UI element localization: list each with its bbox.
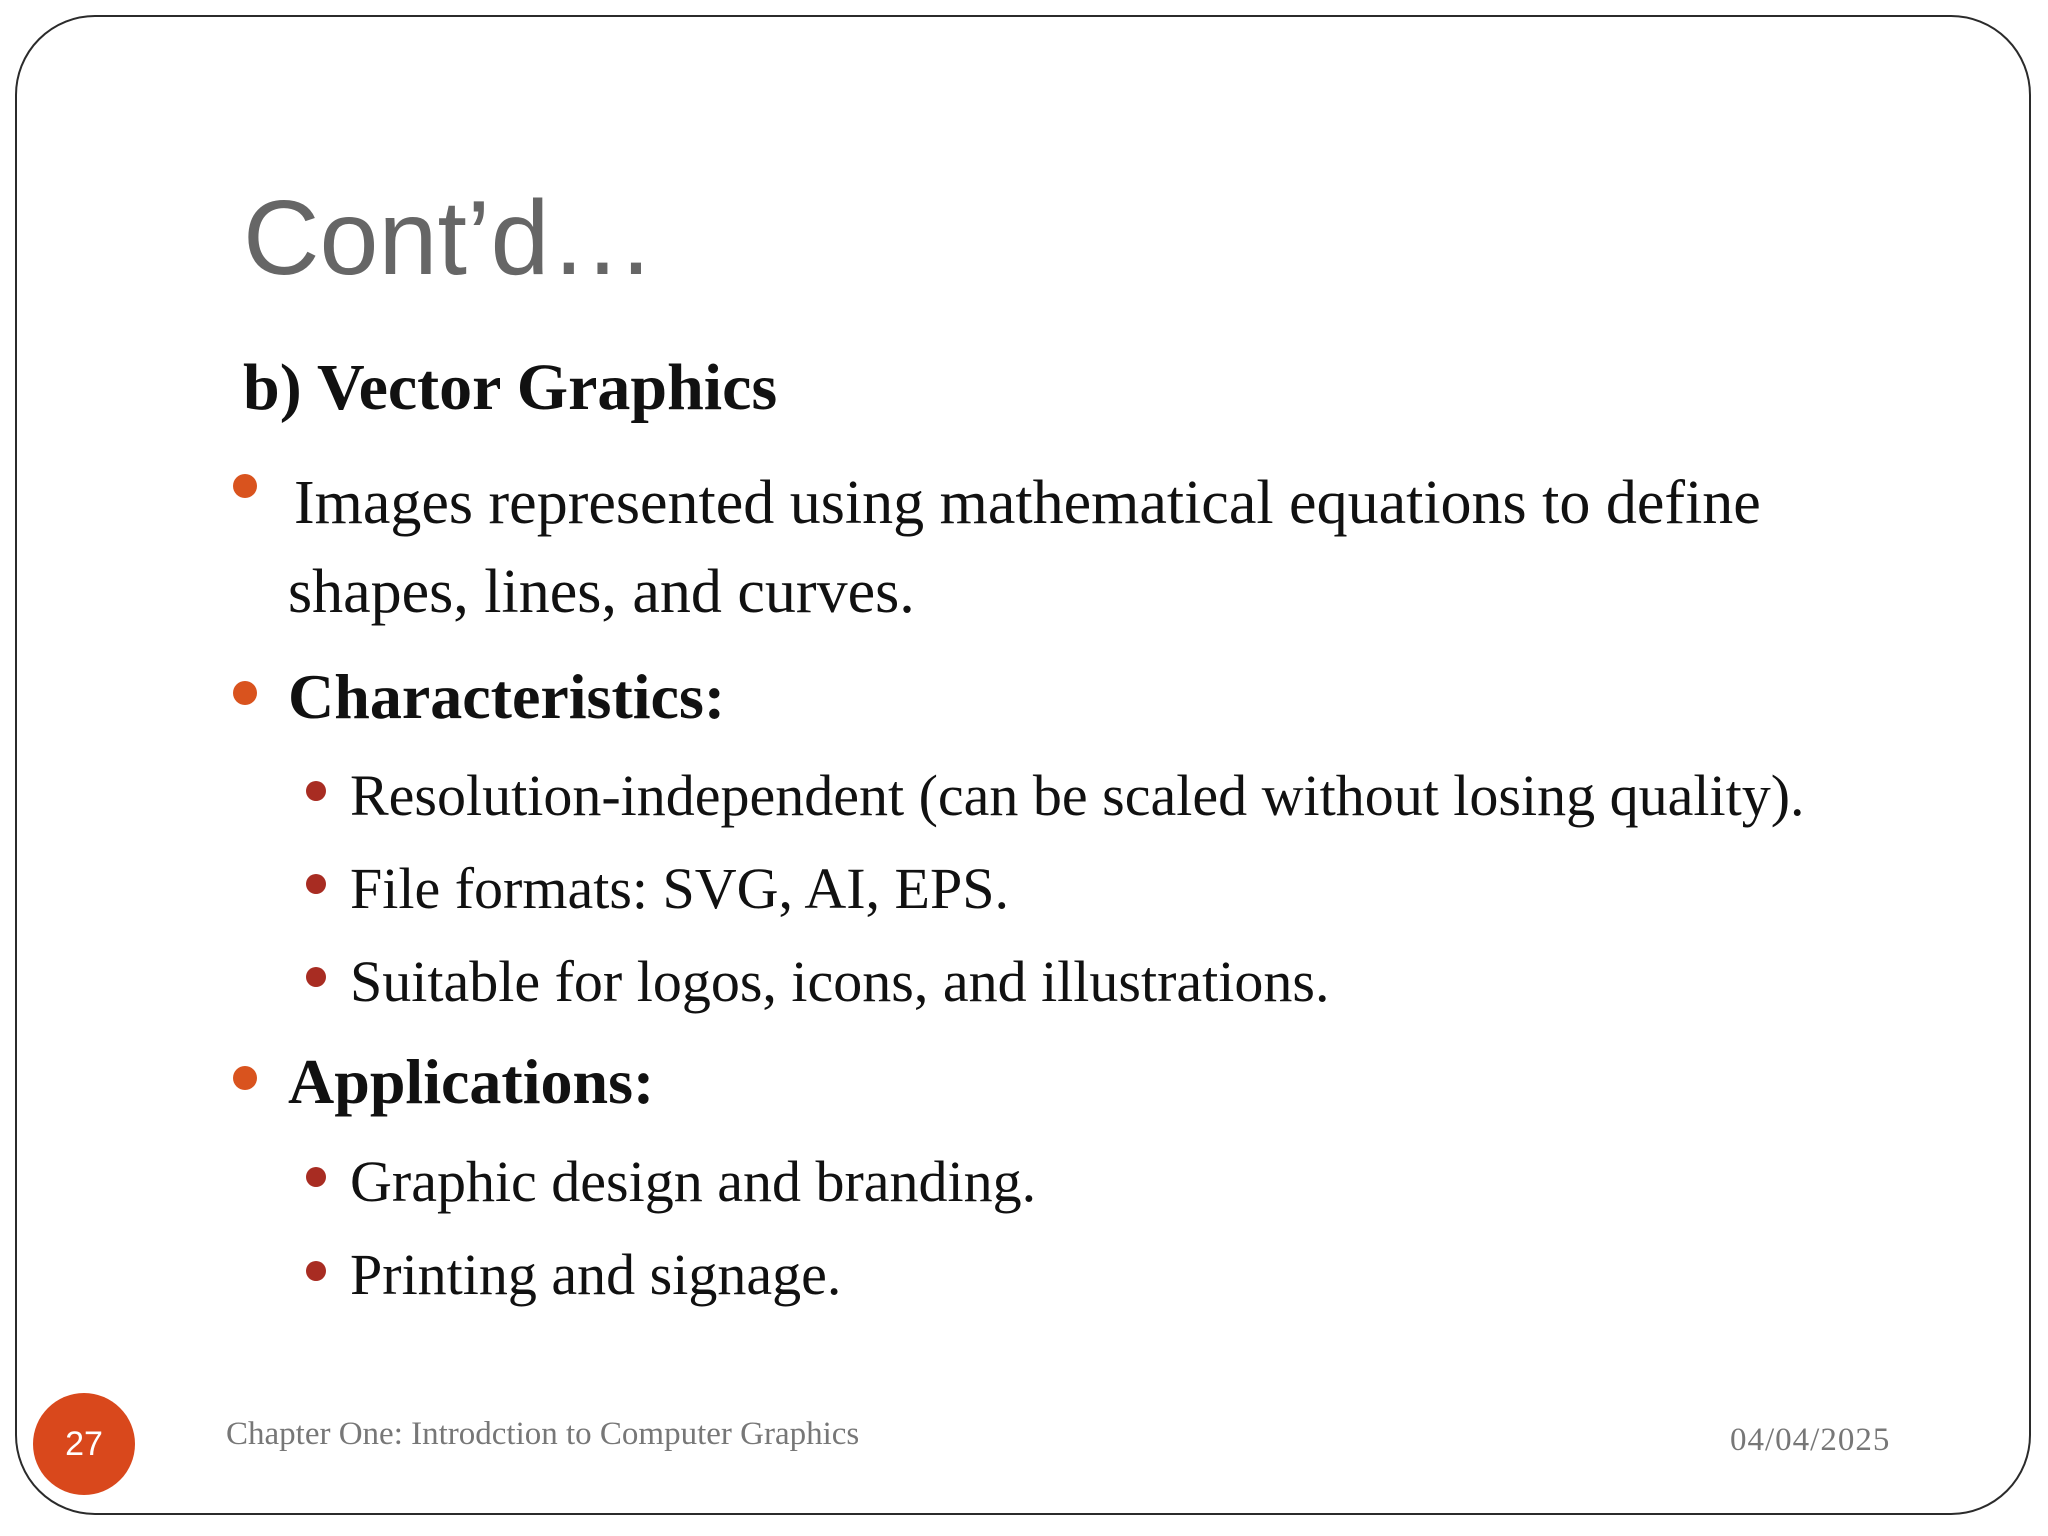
footer-date: 04/04/2025 [1730, 1422, 1891, 1458]
section-heading: b) Vector Graphics [243, 351, 778, 424]
sub-bullet-dot-icon [306, 1261, 326, 1281]
bullet-dot-icon [233, 681, 257, 705]
page-number: 27 [65, 1424, 103, 1463]
definition-text-line2: shapes, lines, and curves. [288, 558, 915, 626]
sub-bullet-dot-icon [306, 874, 326, 894]
footer-chapter-title: Chapter One: Introdction to Computer Graphics [226, 1416, 860, 1452]
characteristic-item: File formats: SVG, AI, EPS. [350, 856, 1009, 921]
definition-text-line1: Images represented using mathematical equations to define [294, 469, 1761, 537]
application-item: Printing and signage. [350, 1242, 842, 1307]
characteristic-item: Resolution-independent (can be scaled without losing quality). [350, 763, 1805, 828]
sub-bullet-dot-icon [306, 967, 326, 987]
applications-label: Applications: [288, 1046, 655, 1117]
slide [15, 15, 2031, 1515]
characteristics-label: Characteristics: [288, 661, 726, 732]
slide-title: Cont’d… [243, 179, 656, 297]
sub-bullet-dot-icon [306, 1167, 326, 1187]
page-number-badge [33, 1393, 135, 1495]
characteristic-item: Suitable for logos, icons, and illustrations. [350, 949, 1330, 1014]
sub-bullet-dot-icon [306, 781, 326, 801]
application-item: Graphic design and branding. [350, 1149, 1037, 1214]
bullet-dot-icon [233, 474, 257, 498]
bullet-dot-icon [233, 1066, 257, 1090]
